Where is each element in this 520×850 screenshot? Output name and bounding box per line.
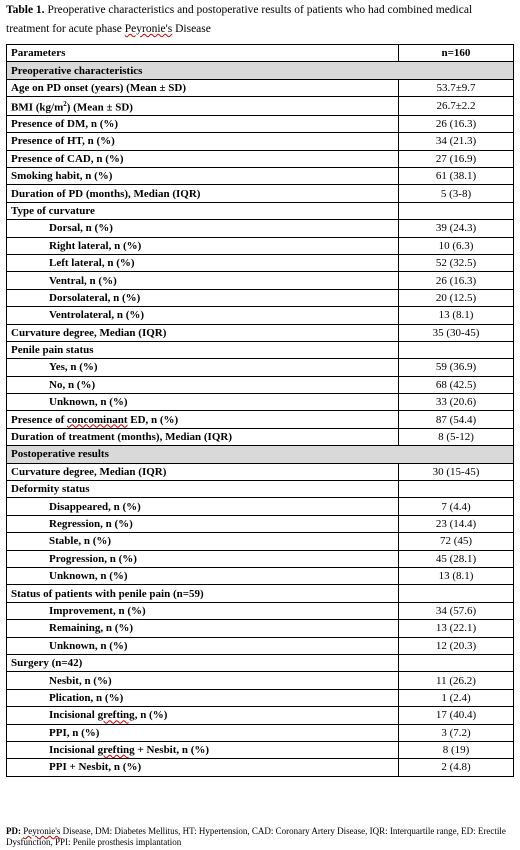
row-label: Presence of DM, n (%) xyxy=(7,115,399,132)
table-row xyxy=(7,428,514,445)
caption-label: Table 1. xyxy=(6,4,45,16)
row-label: Disappeared, n (%) xyxy=(7,498,399,515)
row-value: 68 (42.5) xyxy=(399,376,514,393)
row-value: 34 (57.6) xyxy=(399,602,514,619)
table-row xyxy=(7,533,514,550)
row-label: Unknown, n (%) xyxy=(7,567,399,584)
row-value: 23 (14.4) xyxy=(399,515,514,532)
row-value: 34 (21.3) xyxy=(399,133,514,150)
table-row xyxy=(7,202,514,219)
row-label: Surgery (n=42) xyxy=(7,654,399,671)
table-row xyxy=(7,689,514,706)
row-label: Presence of concominant ED, n (%) xyxy=(7,411,399,428)
row-value: 13 (22.1) xyxy=(399,620,514,637)
row-label: Smoking habit, n (%) xyxy=(7,168,399,185)
row-label: Curvature degree, Median (IQR) xyxy=(7,324,399,341)
row-label: Type of curvature xyxy=(7,202,399,219)
table-row xyxy=(7,376,514,393)
table-row xyxy=(7,550,514,567)
row-label: Dorsolateral, n (%) xyxy=(7,289,399,306)
row-value: 2 (4.8) xyxy=(399,759,514,776)
row-label: PPI + Nesbit, n (%) xyxy=(7,759,399,776)
table-row xyxy=(7,133,514,150)
table-row xyxy=(7,237,514,254)
table-row xyxy=(7,79,514,96)
row-value: 26.7±2.2 xyxy=(399,97,514,116)
row-label: Progression, n (%) xyxy=(7,550,399,567)
row-value: 11 (26.2) xyxy=(399,672,514,689)
section-label: Preoperative characteristics xyxy=(7,62,514,79)
row-label: Unknown, n (%) xyxy=(7,637,399,654)
table-row xyxy=(7,185,514,202)
row-label: Duration of treatment (months), Median (IQR) xyxy=(7,428,399,445)
row-label: Ventrolateral, n (%) xyxy=(7,307,399,324)
row-label: Dorsal, n (%) xyxy=(7,220,399,237)
table-caption xyxy=(6,1,514,39)
table-row xyxy=(7,567,514,584)
table-header-row xyxy=(7,45,514,62)
row-label: Right lateral, n (%) xyxy=(7,237,399,254)
row-value xyxy=(399,202,514,219)
table-row xyxy=(7,307,514,324)
row-value xyxy=(399,654,514,671)
table-row xyxy=(7,463,514,480)
row-label: Yes, n (%) xyxy=(7,359,399,376)
row-value: 72 (45) xyxy=(399,533,514,550)
row-label: Stable, n (%) xyxy=(7,533,399,550)
footnote-spellcheck-word: Peyronie's xyxy=(23,826,61,836)
row-value: 8 (5-12) xyxy=(399,428,514,445)
row-value: 53.7±9.7 xyxy=(399,79,514,96)
table-row xyxy=(7,272,514,289)
row-label: Curvature degree, Median (IQR) xyxy=(7,463,399,480)
row-value: 33 (20.6) xyxy=(399,394,514,411)
table-row xyxy=(7,515,514,532)
row-value: 39 (24.3) xyxy=(399,220,514,237)
row-value: 13 (8.1) xyxy=(399,307,514,324)
table-row xyxy=(7,481,514,498)
row-value: 30 (15-45) xyxy=(399,463,514,480)
row-value: 52 (32.5) xyxy=(399,254,514,271)
caption-text-end: Disease xyxy=(172,23,211,35)
table-row xyxy=(7,620,514,637)
row-value: 26 (16.3) xyxy=(399,115,514,132)
row-value xyxy=(399,585,514,602)
row-label: Regression, n (%) xyxy=(7,515,399,532)
row-label: PPI, n (%) xyxy=(7,724,399,741)
row-value: 5 (3-8) xyxy=(399,185,514,202)
table-row xyxy=(7,254,514,271)
table-row xyxy=(7,324,514,341)
row-value: 87 (54.4) xyxy=(399,411,514,428)
row-label: Ventral, n (%) xyxy=(7,272,399,289)
row-label: Age on PD onset (years) (Mean ± SD) xyxy=(7,79,399,96)
caption-text: Preoperative characteristics and postoperative results of patients who had combined medical treatment for acute phase xyxy=(6,4,473,35)
row-value: 3 (7.2) xyxy=(399,724,514,741)
row-value: 26 (16.3) xyxy=(399,272,514,289)
row-value: 8 (19) xyxy=(399,741,514,758)
table-row xyxy=(7,602,514,619)
row-label: Nesbit, n (%) xyxy=(7,672,399,689)
table-row xyxy=(7,654,514,671)
row-value: 27 (16.9) xyxy=(399,150,514,167)
table-row xyxy=(7,168,514,185)
results-table xyxy=(6,44,514,777)
table-row xyxy=(7,585,514,602)
row-value xyxy=(399,341,514,358)
footnote-text: Disease, DM: Diabetes Mellitus, HT: Hypertension, CAD: Coronary Artery Disease, IQR: Interquartile range, ED: Erectile Dysfunction, PPI: Penile prosthesis implantation xyxy=(6,826,506,847)
table-row xyxy=(7,394,514,411)
row-label: Status of patients with penile pain (n=59) xyxy=(7,585,399,602)
row-value: 20 (12.5) xyxy=(399,289,514,306)
table-row xyxy=(7,97,514,116)
row-label: Incisional grefting + Nesbit, n (%) xyxy=(7,741,399,758)
row-label: Penile pain status xyxy=(7,341,399,358)
section-row-postoperative xyxy=(7,446,514,463)
row-label: Remaining, n (%) xyxy=(7,620,399,637)
table-row xyxy=(7,637,514,654)
row-label: Improvement, n (%) xyxy=(7,602,399,619)
row-label: Incisional grefting, n (%) xyxy=(7,707,399,724)
table-footnote xyxy=(6,826,516,848)
table-row xyxy=(7,341,514,358)
table-row xyxy=(7,672,514,689)
row-label: No, n (%) xyxy=(7,376,399,393)
table-row xyxy=(7,220,514,237)
table-row xyxy=(7,115,514,132)
row-value xyxy=(399,481,514,498)
table-row xyxy=(7,289,514,306)
row-label: BMI $(kg/m^2)$ (Mean ± SD) xyxy=(7,97,399,116)
row-value: 45 (28.1) xyxy=(399,550,514,567)
row-value: 59 (36.9) xyxy=(399,359,514,376)
row-label: Presence of HT, n (%) xyxy=(7,133,399,150)
header-parameters: Parameters xyxy=(7,45,399,62)
row-value: 17 (40.4) xyxy=(399,707,514,724)
table-row xyxy=(7,498,514,515)
section-row-preoperative xyxy=(7,62,514,79)
row-value: 1 (2.4) xyxy=(399,689,514,706)
row-label: Plication, n (%) xyxy=(7,689,399,706)
row-label: Left lateral, n (%) xyxy=(7,254,399,271)
row-label: Duration of PD (months), Median (IQR) xyxy=(7,185,399,202)
table-row xyxy=(7,150,514,167)
row-value: 13 (8.1) xyxy=(399,567,514,584)
table-row xyxy=(7,411,514,428)
row-label: Unknown, n (%) xyxy=(7,394,399,411)
row-label: Deformity status xyxy=(7,481,399,498)
row-value: 35 (30-45) xyxy=(399,324,514,341)
row-value: 12 (20.3) xyxy=(399,637,514,654)
table-row xyxy=(7,724,514,741)
table-row xyxy=(7,741,514,758)
footnote-pre: PD: xyxy=(6,826,24,836)
row-value: 7 (4.4) xyxy=(399,498,514,515)
table-row xyxy=(7,759,514,776)
row-value: 61 (38.1) xyxy=(399,168,514,185)
row-value: 10 (6.3) xyxy=(399,237,514,254)
table-row xyxy=(7,707,514,724)
header-n: n=160 xyxy=(399,45,514,62)
caption-spellcheck-word: Peyronie's xyxy=(124,23,173,35)
section-label: Postoperative results xyxy=(7,446,514,463)
row-label: Presence of CAD, n (%) xyxy=(7,150,399,167)
table-row xyxy=(7,359,514,376)
